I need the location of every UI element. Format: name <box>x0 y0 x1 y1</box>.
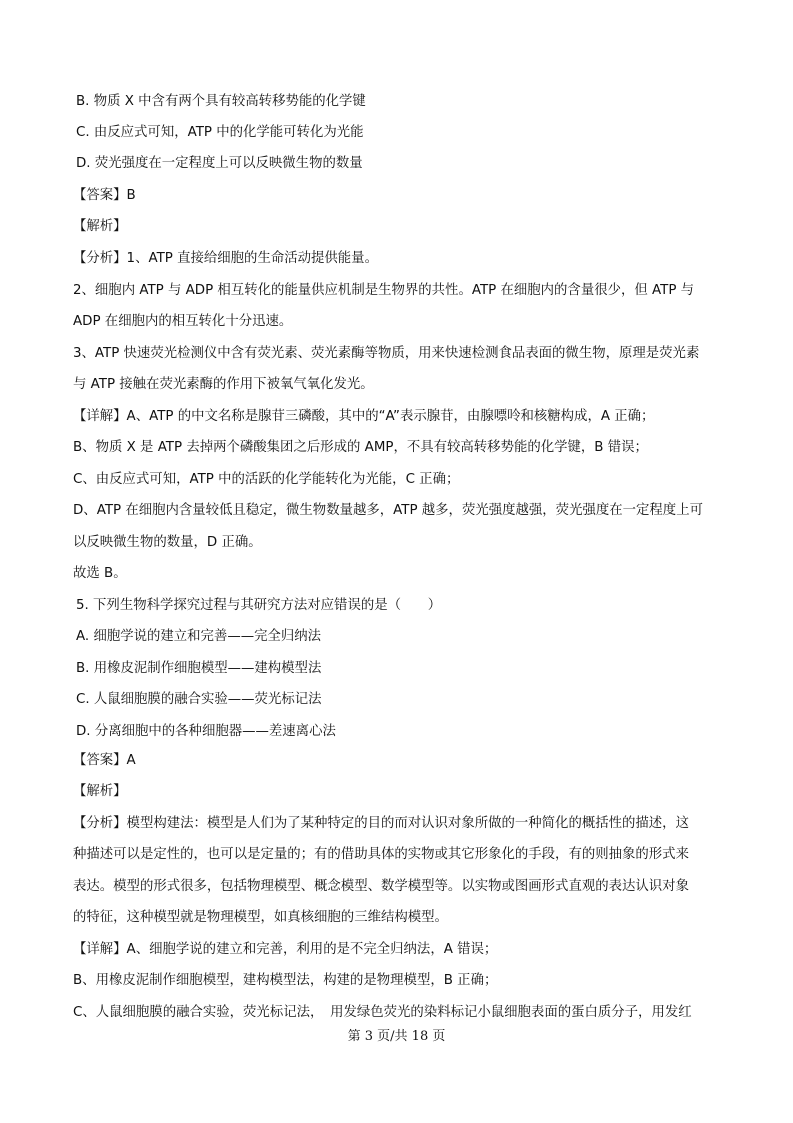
option-c: C. 人鼠细胞膜的融合实验——荧光标记法 <box>76 692 322 707</box>
answer-label: 【答案】A <box>73 753 136 768</box>
page-footer: 第 3 页/共 18 页 <box>347 1029 446 1044</box>
detail-text: D、ATP 在细胞内含量较低且稳定，微生物数量越多，ATP 越多，荧光强度越强，荧光强度在一定程度上可 <box>73 503 703 518</box>
detail-text: C、人鼠细胞膜的融合实验，荧光标记法， 用发绿色荧光的染料标记小鼠细胞表面的蛋白质分子，用发红 <box>73 1005 692 1020</box>
detail-text: 以反映微生物的数量，D 正确。 <box>73 535 262 550</box>
option-b: B. 物质 X 中含有两个具有较高转移势能的化学键 <box>76 94 366 109</box>
detail-text: C、由反应式可知，ATP 中的活跃的化学能转化为光能，C 正确； <box>73 472 460 487</box>
analysis-text: 【分析】模型构建法：模型是人们为了某种特定的目的而对认识对象所做的一种简化的概括性的描述，这 <box>73 816 689 831</box>
detail-text: 【详解】A、细胞学说的建立和完善，利用的是不完全归纳法，A 错误； <box>73 942 498 957</box>
question-5: 5. 下列生物科学探究过程与其研究方法对应错误的是（ ） <box>76 598 442 613</box>
analysis-label: 【解析】 <box>73 784 127 799</box>
option-d: D. 分离细胞中的各种细胞器——差速离心法 <box>76 724 336 739</box>
analysis-text: 种描述可以是定性的，也可以是定量的；有的借助具体的实物或其它形象化的手段，有的则抽象的形式来 <box>73 847 689 862</box>
option-d: D. 荧光强度在一定程度上可以反映微生物的数量 <box>76 156 363 171</box>
analysis-text: 2、细胞内 ATP 与 ADP 相互转化的能量供应机制是生物界的共性。ATP 在细胞内的含量很少，但 ATP 与 <box>73 283 695 298</box>
detail-text: B、物质 X 是 ATP 去掉两个磷酸集团之后形成的 AMP，不具有较高转移势能的化学键，B 错误； <box>73 440 648 455</box>
analysis-text: 与 ATP 接触在荧光素酶的作用下被氧气氧化发光。 <box>73 377 374 392</box>
analysis-text: 的特征，这种模型就是物理模型，如真核细胞的三维结构模型。 <box>73 910 448 925</box>
option-c: C. 由反应式可知，ATP 中的化学能可转化为光能 <box>76 125 364 140</box>
analysis-label: 【解析】 <box>73 219 127 234</box>
option-b: B. 用橡皮泥制作细胞模型——建构模型法 <box>76 661 322 676</box>
analysis-text: 3、ATP 快速荧光检测仪中含有荧光素、荧光素酶等物质，用来快速检测食品表面的微生物，原理是荧光素 <box>73 346 700 361</box>
answer-label: 【答案】B <box>73 188 136 203</box>
analysis-text: ADP 在细胞内的相互转化十分迅速。 <box>73 314 293 329</box>
detail-text: B、用橡皮泥制作细胞模型，建构模型法，构建的是物理模型，B 正确； <box>73 973 498 988</box>
analysis-text: 表达。模型的形式很多，包括物理模型、概念模型、数学模型等。以实物或图画形式直观的表达认识对象 <box>73 879 689 894</box>
option-a: A. 细胞学说的建立和完善——完全归纳法 <box>76 629 322 644</box>
conclusion-text: 故选 B。 <box>73 566 127 581</box>
detail-text: 【详解】A、ATP 的中文名称是腺苷三磷酸，其中的“A”表示腺苷，由腺嘌呤和核糖构成，A 正确； <box>73 409 655 424</box>
analysis-text: 【分析】1、ATP 直接给细胞的生命活动提供能量。 <box>73 251 378 266</box>
